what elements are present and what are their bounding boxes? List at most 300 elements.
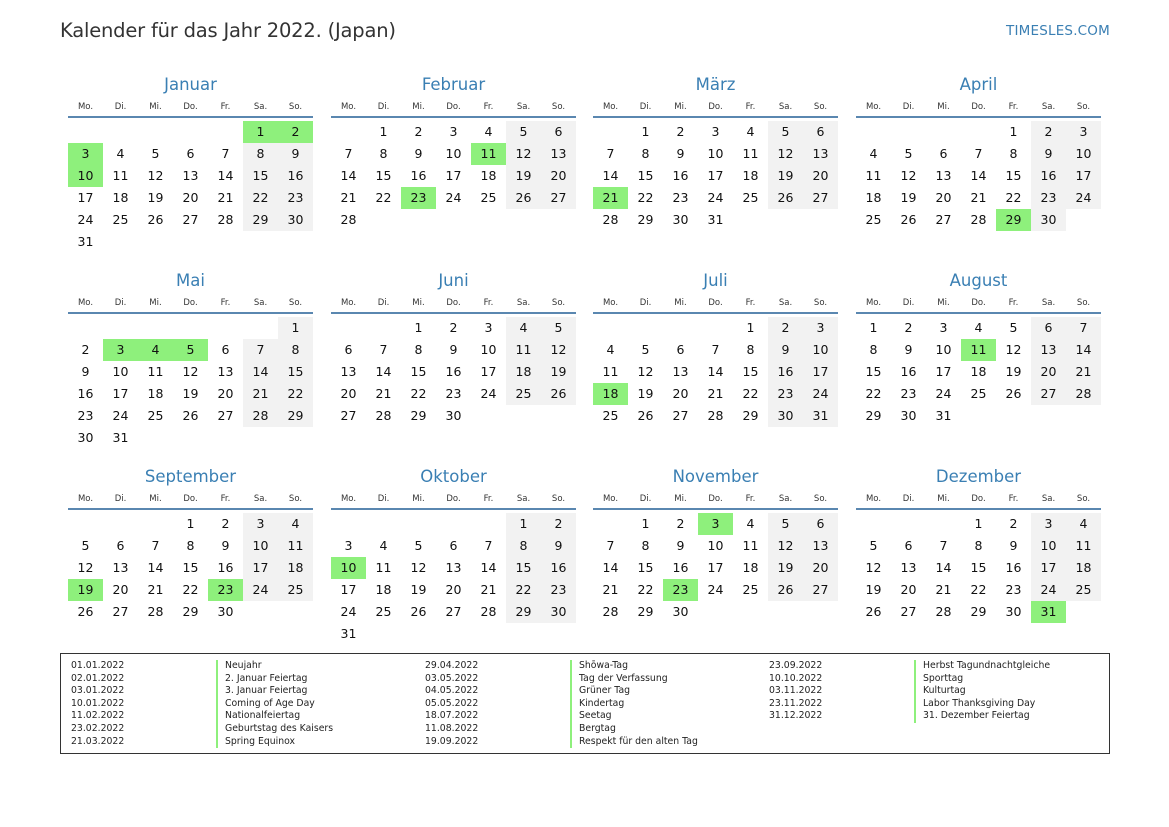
day-cell: 6: [676, 342, 685, 357]
day-cell: 8: [186, 538, 195, 553]
day-cell: 22: [970, 582, 987, 597]
day-cell: 24: [803, 383, 838, 405]
day-cell: 4: [974, 320, 983, 335]
day-cell: 9: [541, 535, 576, 557]
day-cell: 8: [1009, 146, 1018, 161]
holiday-name: Labor Thanksgiving Day: [914, 698, 1035, 711]
day-cell: 21: [243, 383, 278, 405]
month-name: Juli: [703, 271, 728, 290]
day-cell: 25: [742, 582, 759, 597]
day-cell: 10: [935, 342, 952, 357]
holiday-name: Coming of Age Day: [216, 698, 315, 711]
weekday-label: So.: [1076, 102, 1091, 112]
day-cell: 27: [217, 408, 234, 423]
day-cell: 9: [676, 538, 685, 553]
day-cell: 17: [77, 190, 94, 205]
holiday-day-cell: 10: [68, 165, 103, 187]
weekday-label: Di.: [639, 298, 652, 308]
holiday-row: [425, 660, 755, 673]
day-cell: 3: [803, 317, 838, 339]
day-cell: 24: [77, 212, 94, 227]
day-cell: 8: [379, 146, 388, 161]
day-cell: 10: [1031, 535, 1066, 557]
day-cell: 6: [186, 146, 195, 161]
day-cell: 5: [506, 121, 541, 143]
day-cell: 16: [768, 361, 803, 383]
holiday-name: 31. Dezember Feiertag: [914, 710, 1030, 723]
month-divider: [331, 312, 576, 314]
holiday-name: Grüner Tag: [570, 685, 630, 698]
holiday-date: 11.08.2022: [425, 722, 479, 734]
weekday-label: Fr.: [220, 494, 231, 504]
day-cell: 4: [278, 513, 313, 535]
day-cell: 22: [506, 579, 541, 601]
day-cell: 13: [340, 364, 357, 379]
day-cell: 18: [480, 168, 497, 183]
holiday-name: Seetag: [570, 710, 612, 723]
day-cell: 14: [602, 168, 619, 183]
weekday-label: Sa.: [253, 298, 268, 308]
day-cell: 3: [1031, 513, 1066, 535]
holiday-day-cell: 2: [278, 121, 313, 143]
day-cell: 9: [414, 146, 423, 161]
weekday-label: Di.: [902, 298, 915, 308]
weekday-label: Mi.: [412, 494, 425, 504]
day-cell: 28: [602, 604, 619, 619]
day-cell: 12: [410, 560, 427, 575]
day-cell: 27: [803, 579, 838, 601]
day-cell: 26: [768, 579, 803, 601]
day-cell: 30: [1031, 209, 1066, 231]
holiday-row: [769, 710, 1099, 723]
month-name: März: [695, 75, 736, 94]
weekday-label: Sa.: [778, 102, 793, 112]
day-cell: 27: [900, 604, 917, 619]
day-cell: 11: [375, 560, 392, 575]
day-cell: 24: [707, 190, 724, 205]
month-divider: [331, 508, 576, 510]
weekday-label: Do.: [708, 298, 723, 308]
holiday-date: 23.11.2022: [769, 697, 823, 709]
day-cell: 28: [375, 408, 392, 423]
weekday-label: Fr.: [483, 102, 494, 112]
day-cell: 1: [414, 320, 423, 335]
day-cell: 27: [1031, 383, 1066, 405]
day-cell: 16: [672, 560, 689, 575]
holiday-date: 02.01.2022: [71, 672, 125, 684]
day-cell: 1: [641, 516, 650, 531]
day-cell: 6: [541, 121, 576, 143]
day-cell: 16: [541, 557, 576, 579]
month-name: Mai: [176, 271, 205, 290]
day-cell: 20: [217, 386, 234, 401]
day-cell: 17: [1031, 557, 1066, 579]
day-cell: 6: [803, 513, 838, 535]
holiday-date: 23.09.2022: [769, 660, 823, 671]
holiday-date: 01.01.2022: [71, 660, 125, 671]
weekday-label: Mi.: [149, 298, 162, 308]
day-cell: 6: [449, 538, 458, 553]
day-cell: 26: [77, 604, 94, 619]
weekday-label: Fr.: [1008, 298, 1019, 308]
holiday-name: Shōwa-Tag: [570, 660, 628, 673]
day-cell: 9: [81, 364, 90, 379]
day-cell: 5: [414, 538, 423, 553]
day-cell: 16: [1031, 165, 1066, 187]
weekday-label: So.: [813, 494, 828, 504]
day-cell: 1: [379, 124, 388, 139]
day-cell: 25: [742, 190, 759, 205]
weekday-label: Fr.: [1008, 494, 1019, 504]
weekday-label: Mi.: [412, 298, 425, 308]
holiday-day-cell: 19: [68, 579, 103, 601]
weekday-label: So.: [288, 298, 303, 308]
day-cell: 6: [221, 342, 230, 357]
weekday-label: So.: [551, 494, 566, 504]
day-cell: 4: [116, 146, 125, 161]
day-cell: 19: [900, 190, 917, 205]
day-cell: 6: [939, 146, 948, 161]
holiday-row: [425, 685, 755, 698]
day-cell: 11: [602, 364, 619, 379]
day-cell: 13: [900, 560, 917, 575]
day-cell: 16: [445, 364, 462, 379]
day-cell: 13: [672, 364, 689, 379]
day-cell: 17: [112, 386, 129, 401]
weekday-label: Sa.: [778, 494, 793, 504]
weekday-label: Mo.: [340, 298, 357, 308]
month-divider: [593, 116, 838, 118]
holiday-date: 03.05.2022: [425, 672, 479, 684]
day-cell: 9: [278, 143, 313, 165]
weekday-label: Di.: [902, 102, 915, 112]
day-cell: 17: [340, 582, 357, 597]
weekday-label: Fr.: [220, 298, 231, 308]
month-name: Februar: [421, 75, 486, 94]
day-cell: 4: [379, 538, 388, 553]
day-cell: 9: [676, 146, 685, 161]
holiday-day-cell: 23: [401, 187, 436, 209]
day-cell: 7: [484, 538, 493, 553]
day-cell: 29: [243, 209, 278, 231]
day-cell: 9: [1031, 143, 1066, 165]
holiday-list: [60, 653, 1110, 754]
day-cell: 7: [711, 342, 720, 357]
day-cell: 23: [278, 187, 313, 209]
day-cell: 24: [707, 582, 724, 597]
weekday-label: Di.: [902, 494, 915, 504]
weekday-label: Fr.: [745, 102, 756, 112]
brand-link[interactable]: TIMESLES.COM: [1006, 23, 1110, 39]
day-cell: 28: [1066, 383, 1101, 405]
day-cell: 31: [340, 626, 357, 641]
day-cell: 19: [182, 386, 199, 401]
holiday-day-cell: 3: [698, 513, 733, 535]
day-cell: 1: [506, 513, 541, 535]
holiday-day-cell: 4: [138, 339, 173, 361]
holiday-name: 2. Januar Feiertag: [216, 673, 307, 686]
weekday-label: Mo.: [340, 102, 357, 112]
weekday-label: Sa.: [1041, 102, 1056, 112]
day-cell: 12: [768, 535, 803, 557]
day-cell: 19: [637, 386, 654, 401]
day-cell: 13: [803, 143, 838, 165]
day-cell: 24: [1066, 187, 1101, 209]
day-cell: 4: [746, 516, 755, 531]
holiday-date: 11.02.2022: [71, 710, 125, 722]
weekday-label: Mo.: [865, 494, 882, 504]
day-cell: 27: [340, 408, 357, 423]
weekday-label: Sa.: [253, 102, 268, 112]
holiday-row: [769, 673, 1099, 686]
holiday-date: 03.11.2022: [769, 685, 823, 697]
day-cell: 19: [410, 582, 427, 597]
month-name: Oktober: [420, 467, 487, 486]
day-cell: 16: [217, 560, 234, 575]
holiday-date: 29.04.2022: [425, 660, 479, 671]
day-cell: 13: [1031, 339, 1066, 361]
day-cell: 9: [904, 342, 913, 357]
day-cell: 2: [221, 516, 230, 531]
holiday-date: 18.07.2022: [425, 710, 479, 722]
day-cell: 26: [182, 408, 199, 423]
weekday-label: Sa.: [778, 298, 793, 308]
weekday-label: Mo.: [340, 494, 357, 504]
day-cell: 12: [77, 560, 94, 575]
holiday-date: 04.05.2022: [425, 685, 479, 697]
day-cell: 18: [147, 386, 164, 401]
day-cell: 30: [672, 604, 689, 619]
holiday-row: [71, 660, 401, 673]
day-cell: 8: [278, 339, 313, 361]
weekday-label: Do.: [183, 494, 198, 504]
holiday-day-cell: 1: [243, 121, 278, 143]
day-cell: 7: [606, 538, 615, 553]
day-cell: 8: [243, 143, 278, 165]
day-cell: 7: [243, 339, 278, 361]
day-cell: 7: [606, 146, 615, 161]
day-cell: 24: [480, 386, 497, 401]
holiday-name: Bergtag: [570, 723, 616, 736]
day-cell: 8: [869, 342, 878, 357]
holiday-day-cell: 11: [471, 143, 506, 165]
weekday-label: Mo.: [865, 298, 882, 308]
day-cell: 31: [803, 405, 838, 427]
day-cell: 29: [506, 601, 541, 623]
day-cell: 2: [449, 320, 458, 335]
day-cell: 18: [970, 364, 987, 379]
day-cell: 18: [865, 190, 882, 205]
day-cell: 31: [112, 430, 129, 445]
day-cell: 7: [344, 146, 353, 161]
day-cell: 4: [869, 146, 878, 161]
day-cell: 5: [768, 513, 803, 535]
day-cell: 19: [541, 361, 576, 383]
day-cell: 5: [1009, 320, 1018, 335]
day-cell: 2: [1009, 516, 1018, 531]
holiday-day-cell: 18: [593, 383, 628, 405]
holiday-row: [769, 685, 1099, 698]
day-cell: 25: [1066, 579, 1101, 601]
month-name: April: [959, 75, 998, 94]
weekday-label: Mi.: [937, 298, 950, 308]
weekday-label: Mi.: [412, 102, 425, 112]
day-cell: 22: [1005, 190, 1022, 205]
day-cell: 28: [935, 604, 952, 619]
day-cell: 9: [768, 339, 803, 361]
day-cell: 27: [672, 408, 689, 423]
weekday-label: Do.: [183, 102, 198, 112]
day-cell: 5: [81, 538, 90, 553]
day-cell: 28: [147, 604, 164, 619]
day-cell: 14: [935, 560, 952, 575]
weekday-label: So.: [1076, 494, 1091, 504]
day-cell: 20: [803, 165, 838, 187]
day-cell: 15: [375, 168, 392, 183]
day-cell: 14: [243, 361, 278, 383]
day-cell: 10: [803, 339, 838, 361]
day-cell: 16: [900, 364, 917, 379]
holiday-column: [71, 660, 401, 748]
day-cell: 26: [147, 212, 164, 227]
day-cell: 28: [970, 212, 987, 227]
weekday-label: Mo.: [865, 102, 882, 112]
day-cell: 7: [974, 146, 983, 161]
day-cell: 19: [506, 165, 541, 187]
day-cell: 14: [147, 560, 164, 575]
day-cell: 7: [379, 342, 388, 357]
day-cell: 11: [1066, 535, 1101, 557]
weekday-label: Sa.: [1041, 494, 1056, 504]
day-cell: 4: [746, 124, 755, 139]
holiday-day-cell: 23: [663, 579, 698, 601]
holiday-date: 05.05.2022: [425, 697, 479, 709]
day-cell: 28: [243, 405, 278, 427]
weekday-label: Do.: [971, 102, 986, 112]
day-cell: 25: [970, 386, 987, 401]
day-cell: 11: [742, 538, 759, 553]
day-cell: 23: [672, 190, 689, 205]
day-cell: 3: [711, 124, 720, 139]
day-cell: 8: [506, 535, 541, 557]
month-divider: [68, 508, 313, 510]
day-cell: 17: [803, 361, 838, 383]
weekday-label: Do.: [446, 298, 461, 308]
day-cell: 26: [541, 383, 576, 405]
day-cell: 7: [221, 146, 230, 161]
day-cell: 21: [1066, 361, 1101, 383]
day-cell: 17: [707, 560, 724, 575]
month-name: Juni: [438, 271, 469, 290]
weekday-label: Do.: [446, 494, 461, 504]
weekday-label: Di.: [639, 102, 652, 112]
day-cell: 29: [865, 408, 882, 423]
day-cell: 30: [768, 405, 803, 427]
day-cell: 3: [1066, 121, 1101, 143]
day-cell: 23: [1031, 187, 1066, 209]
day-cell: 16: [278, 165, 313, 187]
day-cell: 27: [182, 212, 199, 227]
day-cell: 24: [1031, 579, 1066, 601]
day-cell: 26: [768, 187, 803, 209]
day-cell: 21: [375, 386, 392, 401]
day-cell: 11: [112, 168, 129, 183]
day-cell: 23: [900, 386, 917, 401]
day-cell: 29: [410, 408, 427, 423]
day-cell: 13: [112, 560, 129, 575]
day-cell: 2: [81, 342, 90, 357]
day-cell: 12: [900, 168, 917, 183]
holiday-date: 21.03.2022: [71, 735, 125, 747]
holiday-date: 23.02.2022: [71, 722, 125, 734]
holiday-row: [71, 710, 401, 723]
day-cell: 13: [803, 535, 838, 557]
day-cell: 4: [506, 317, 541, 339]
holiday-day-cell: 29: [996, 209, 1031, 231]
weekday-label: Mo.: [602, 102, 619, 112]
day-cell: 20: [935, 190, 952, 205]
day-cell: 1: [974, 516, 983, 531]
holiday-column: [425, 660, 755, 748]
weekday-label: So.: [288, 494, 303, 504]
day-cell: 21: [340, 190, 357, 205]
day-cell: 12: [768, 143, 803, 165]
weekday-label: So.: [1076, 298, 1091, 308]
day-cell: 15: [742, 364, 759, 379]
day-cell: 1: [869, 320, 878, 335]
holiday-row: [425, 723, 755, 736]
holiday-row: [71, 723, 401, 736]
day-cell: 9: [221, 538, 230, 553]
day-cell: 30: [278, 209, 313, 231]
day-cell: 27: [445, 604, 462, 619]
day-cell: 17: [707, 168, 724, 183]
day-cell: 10: [1066, 143, 1101, 165]
day-cell: 23: [77, 408, 94, 423]
day-cell: 7: [1066, 317, 1101, 339]
day-cell: 11: [278, 535, 313, 557]
day-cell: 15: [243, 165, 278, 187]
day-cell: 26: [865, 604, 882, 619]
day-cell: 19: [768, 165, 803, 187]
weekday-label: Di.: [377, 494, 390, 504]
day-cell: 26: [900, 212, 917, 227]
month-divider: [593, 508, 838, 510]
day-cell: 13: [445, 560, 462, 575]
day-cell: 19: [865, 582, 882, 597]
month-name: November: [672, 467, 759, 486]
day-cell: 28: [340, 212, 357, 227]
weekday-label: Mi.: [937, 102, 950, 112]
day-cell: 28: [480, 604, 497, 619]
day-cell: 21: [217, 190, 234, 205]
day-cell: 16: [1005, 560, 1022, 575]
holiday-row: [71, 685, 401, 698]
weekday-label: Mi.: [937, 494, 950, 504]
day-cell: 28: [602, 212, 619, 227]
day-cell: 12: [1005, 342, 1022, 357]
day-cell: 22: [865, 386, 882, 401]
day-cell: 27: [935, 212, 952, 227]
weekday-label: Di.: [377, 298, 390, 308]
day-cell: 14: [217, 168, 234, 183]
day-cell: 26: [1005, 386, 1022, 401]
day-cell: 11: [865, 168, 882, 183]
day-cell: 29: [637, 604, 654, 619]
weekday-label: Di.: [114, 494, 127, 504]
weekday-label: So.: [288, 102, 303, 112]
day-cell: 30: [217, 604, 234, 619]
